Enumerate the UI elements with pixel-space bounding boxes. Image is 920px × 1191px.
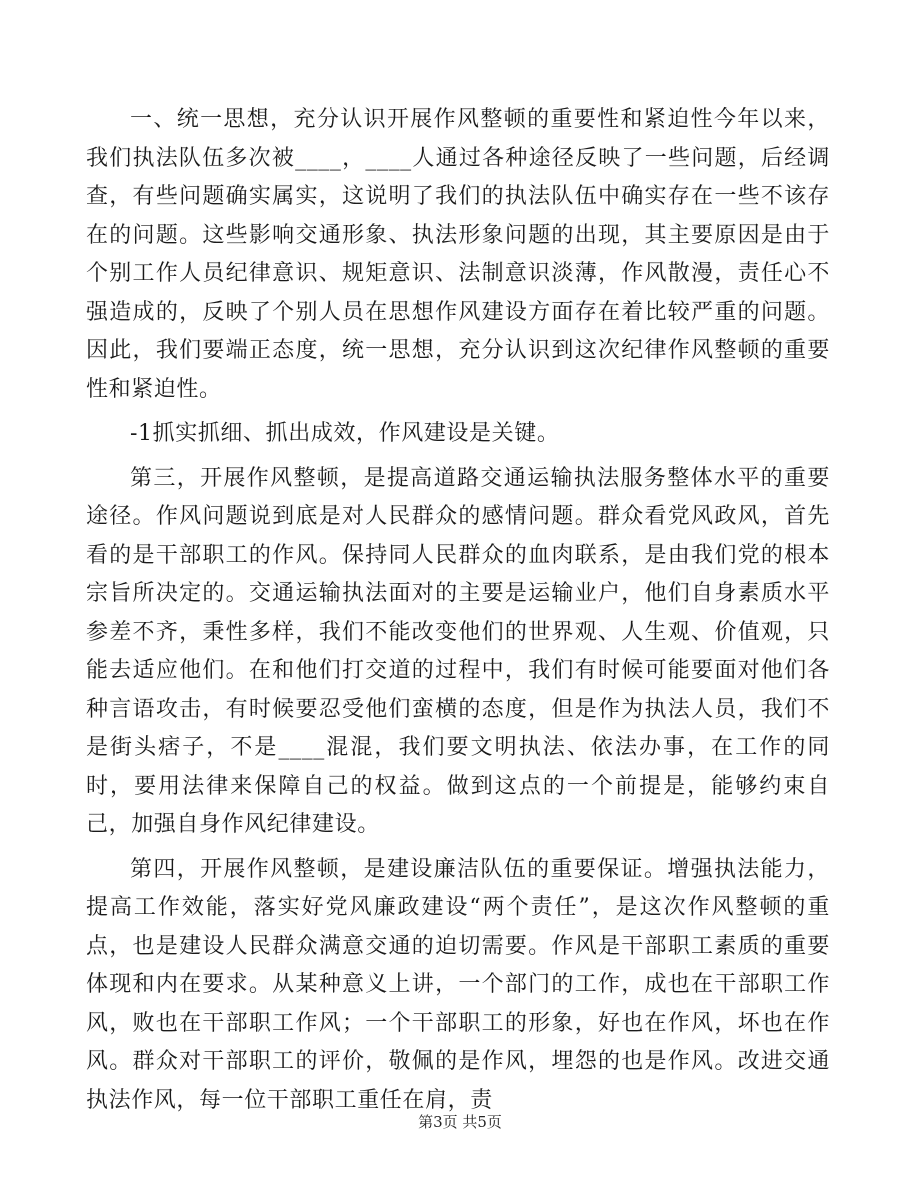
paragraph-third: 第三，开展作风整顿，是提高道路交通运输执法服务整体水平的重要途径。作风问题说到底是对人民群众的感情问题。群众看党风政风，首先看的是干部职工的作风。保持同人民群众的血肉联系，是由我们党的根本宗旨所决定的。交通运输执法面对的主要是运输业户，他们自身素质水平参差不齐，秉性多样，我们不能改变他们的世界观、人生观、价值观，只能去适应他们。在和他们打交道的过程中，我们有时候可能要面对他们各种言语攻击，有时候要忍受他们蛮横的态度，但是作为执法人员，我们不是街头痞子，不是____混混，我们要文明执法、依法办事，在工作的同时，要用法律来保障自己的权益。做到这点的一个前提是，能够约束自己，加强自身作风纪律建设。 [86,465,830,837]
paragraph-key-point: -1抓实抓细、抓出成效，作风建设是关键。 [130,421,560,446]
page-number-footer: 第3页 共5页 [418,1113,502,1131]
document-body [86,101,830,1120]
paragraph-fourth: 第四，开展作风整顿，是建设廉洁队伍的重要保证。增强执法能力，提高工作效能，落实好党风廉政建设“两个责任”，是这次作风整顿的重点，也是建设人民群众满意交通的迫切需要。作风是干部职工素质的重要体现和内在要求。从某种意义上讲，一个部门的工作，成也在干部职工作风，败也在干部职工作风；一个干部职工的形象，好也在作风，坏也在作风。群众对干部职工的评价，敬佩的是作风，埋怨的也是作风。改进交通执法作风，每一位干部职工重任在肩，责 [86,856,830,1113]
paragraph-unify-thinking: 一、统一思想，充分认识开展作风整顿的重要性和紧迫性今年以来，我们执法队伍多次被____，____人通过各种途径反映了一些问题，后经调查，有些问题确实属实，这说明了我们的执法队伍中确实存在一些不该存在的问题。这些影响交通形象、执法形象问题的出现，其主要原因是由于个别工作人员纪律意识、规矩意识、法制意识淡薄，作风散漫，责任心不强造成的，反映了个别人员在思想作风建设方面存在着比较严重的问题。因此，我们要端正态度，统一思想，充分认识到这次纪律作风整顿的重要性和紧迫性。 [86,107,830,402]
